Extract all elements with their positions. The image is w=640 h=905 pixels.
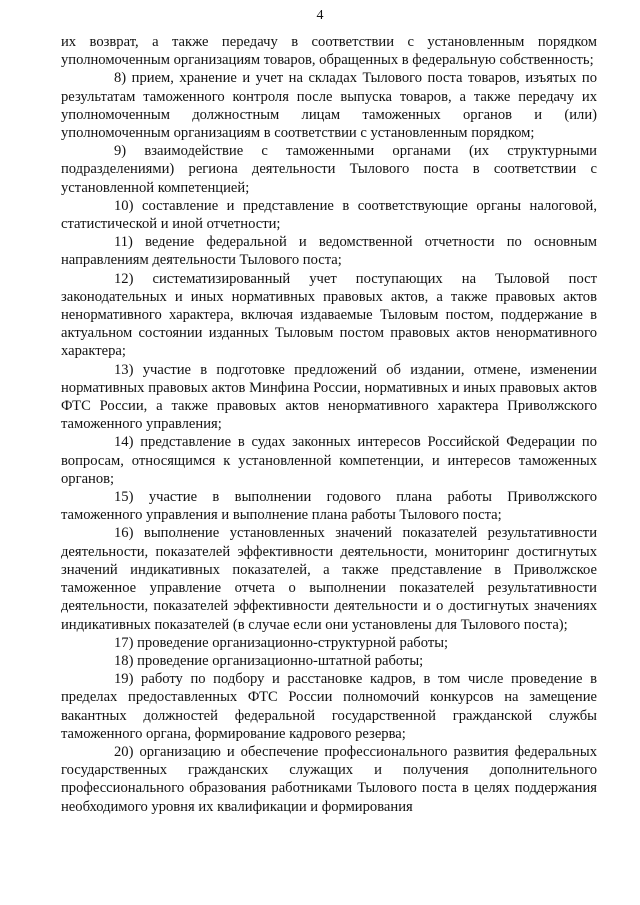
paragraph-item-8: 8) прием, хранение и учет на складах Тылового поста товаров, изъятых по результатам таможенного контроля после выпуска товаров, а также передачу их уполномоченным должностным лицам таможенных органов и (или) уполномоченным организациям в соответствии с установленным порядком; — [61, 70, 597, 142]
paragraph-item-9: 9) взаимодействие с таможенными органами (их структурными подразделениями) региона деятельности Тылового поста в соответствии с установленной компетенцией; — [61, 143, 597, 196]
paragraph-item-13: 13) участие в подготовке предложений об издании, отмене, изменении нормативных правовых актов Минфина России, нормативных и иных правовых актов ФТС России, а также правовых актов ненормативного характера Приволжского таможенного управления; — [61, 361, 597, 433]
paragraph-item-15: 15) участие в выполнении годового плана работы Приволжского таможенного управления и выполнение плана работы Тылового поста; — [61, 489, 597, 524]
page-number: 4 — [316, 8, 324, 23]
paragraph-item-10: 10) составление и представление в соответствующие органы налоговой, статистической и иной отчетности; — [61, 197, 597, 233]
paragraph-item-17: 17) проведение организационно-структурной работы; — [114, 634, 449, 651]
paragraph-continuation: их возврат, а также передачу в соответствии с установленным порядком уполномоченным организациям товаров, обращенных в федеральную собственность; — [61, 34, 597, 69]
document-body — [61, 33, 597, 816]
paragraph-item-11: 11) ведение федеральной и ведомственной отчетности по основным направлениям деятельности Тылового поста; — [61, 234, 597, 269]
paragraph-item-16: 16) выполнение установленных значений показателей результативности деятельности, показателей эффективности деятельности, мониторинг достигнутых значений индикативных показателей, а также представление в Приволжское таможенное управление отчета о выполнении показателей результативности деятельности, показателей эффективности деятельности и о достигнутых значениях индикативных показателей (в случае если они установлены для Тылового поста); — [61, 525, 597, 633]
paragraph-item-12: 12) систематизированный учет поступающих на Тыловой пост законодательных и иных нормативных правовых актов, а также правовых актов ненормативного характера, включая издаваемые Тыловым постом, поддержание в актуальном состоянии изданных Тыловым постом правовых актов ненормативного характера; — [61, 270, 597, 360]
paragraph-item-14: 14) представление в судах законных интересов Российской Федерации по вопросам, относящимся к установленной компетенции, и интересов таможенных органов; — [61, 434, 597, 487]
paragraph-item-20: 20) организацию и обеспечение профессионального развития федеральных государственных гражданских служащих и получения дополнительного профессионального образования работниками Тылового поста в целях поддержания необходимого уровня их квалификации и формирования — [61, 743, 597, 815]
paragraph-item-19: 19) работу по подбору и расстановке кадров, в том числе проведение в пределах предоставленных ФТС России полномочий конкурсов на замещение вакантных должностей федеральной государственной гражданской службы таможенного органа, формирование кадрового резерва; — [61, 671, 597, 742]
paragraph-item-18: 18) проведение организационно-штатной работы; — [114, 652, 424, 669]
